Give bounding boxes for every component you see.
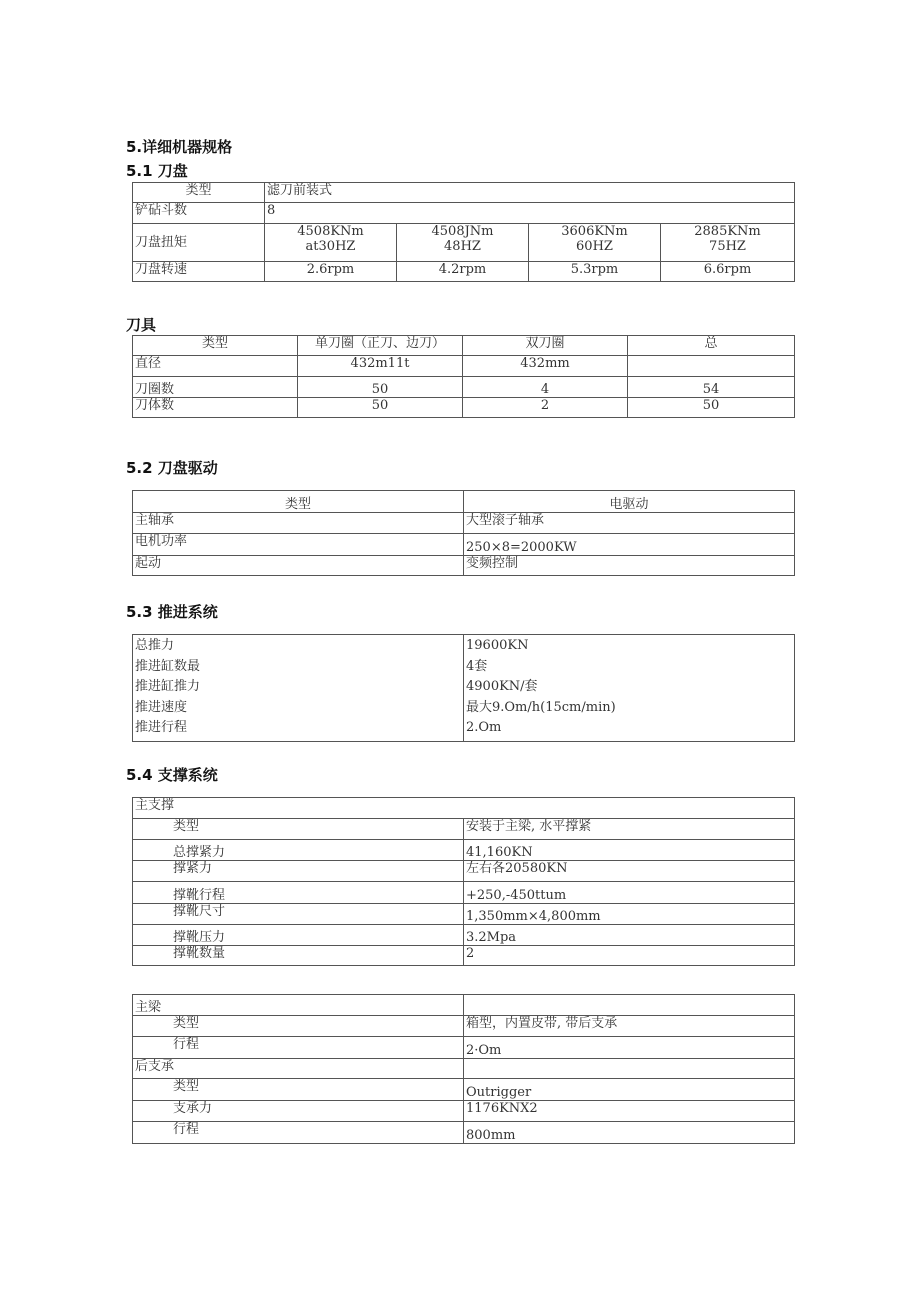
cell-label: 类型	[133, 1079, 464, 1101]
cell-value-list	[464, 635, 795, 742]
thrust-label: 推进速度	[135, 699, 188, 715]
cell-label: 撑靴数量	[133, 946, 464, 966]
cell-value	[628, 356, 795, 377]
table-row	[133, 1101, 795, 1122]
cell-value: 变频控制	[464, 556, 795, 576]
cell-label: 行程	[133, 1122, 464, 1144]
cell-value: 8	[265, 203, 795, 224]
cell-value: 432mm	[463, 356, 628, 377]
tools-table	[132, 335, 795, 418]
header-cell: 总	[628, 336, 795, 356]
table-row	[133, 1122, 795, 1144]
cell-value: 800mm	[464, 1122, 795, 1144]
cell-label: 铲砧斗数	[133, 203, 265, 224]
group-label: 后支承	[133, 1059, 464, 1079]
cutterhead-table	[132, 182, 795, 282]
cell-value: Outrigger	[464, 1079, 795, 1101]
cell-value: 滤刀前装式	[265, 183, 795, 203]
cell-label: 类型	[133, 1016, 464, 1037]
main-beam-table	[132, 994, 795, 1144]
cell-empty	[464, 1059, 795, 1079]
table-row	[133, 798, 795, 819]
cell-label: 直径	[133, 356, 298, 377]
cell-value: 3.2Mpa	[464, 925, 795, 946]
cell-value: 4.2rpm	[397, 262, 529, 282]
thrust-table	[132, 634, 795, 742]
cell-value: 50	[628, 398, 795, 418]
table-row	[133, 882, 795, 904]
cell-value: 4508KNm at30HZ	[265, 224, 397, 262]
drive-table	[132, 490, 795, 576]
table-row	[133, 925, 795, 946]
thrust-label: 推进缸推力	[135, 679, 201, 695]
table-row	[133, 491, 795, 513]
cell-label: 行程	[133, 1037, 464, 1059]
thrust-label: 推进缸数最	[135, 658, 201, 674]
cell-label: 刀盘扭矩	[133, 224, 265, 262]
cell-label: 撑靴尺寸	[133, 904, 464, 925]
group-label: 主支撑	[133, 798, 795, 819]
table-row	[133, 1079, 795, 1101]
cell-value: 2	[463, 398, 628, 418]
cell-value: 箱型，内置皮带, 带后支承	[464, 1016, 795, 1037]
thrust-label: 总推力	[135, 638, 175, 653]
table-row	[133, 556, 795, 576]
table-row	[133, 203, 795, 224]
cell-value: 6.6rpm	[661, 262, 795, 282]
main-support-table	[132, 797, 795, 966]
cell-value: 54	[628, 377, 795, 398]
table-row	[133, 534, 795, 556]
cell-value: 1,350mm×4,800mm	[464, 904, 795, 925]
heading-cutterhead-drive: 5.2 刀盘驱动	[126, 459, 218, 477]
table-row	[133, 1016, 795, 1037]
cell-label: 电机功率	[133, 534, 464, 556]
table-row	[133, 398, 795, 418]
cell-empty	[464, 995, 795, 1016]
table-row	[133, 377, 795, 398]
cell-value: 2885KNm 75HZ	[661, 224, 795, 262]
cell-label: 刀体数	[133, 398, 298, 418]
section-title: 5.详细机器规格	[126, 138, 233, 156]
heading-thrust-system: 5.3 推进系统	[126, 603, 218, 621]
cell-value: 左右各20580KN	[464, 861, 795, 882]
cell-value: 250×8=2000KW	[464, 534, 795, 556]
cell-label: 类型	[133, 183, 265, 203]
thrust-value: 2.Om	[466, 720, 502, 736]
table-row	[133, 635, 795, 742]
header-cell: 单刀圈（正刀、边刀）	[298, 336, 463, 356]
thrust-value: 19600KN	[466, 638, 529, 653]
thrust-value: 最大9.Om/h(15cm/min)	[466, 699, 616, 715]
table-row	[133, 1059, 795, 1079]
header-cell: 类型	[133, 491, 464, 513]
cell-value: 2	[464, 946, 795, 966]
cell-value: 4	[463, 377, 628, 398]
cell-label: 刀圈数	[133, 377, 298, 398]
table-row	[133, 840, 795, 861]
table-row	[133, 513, 795, 534]
header-cell: 类型	[133, 336, 298, 356]
thrust-label: 推进行程	[135, 720, 188, 736]
table-row	[133, 819, 795, 840]
cell-value: 41,160KN	[464, 840, 795, 861]
cell-value: 50	[298, 398, 463, 418]
cell-value: 2.6rpm	[265, 262, 397, 282]
heading-cutterhead: 5.1 刀盘	[126, 162, 188, 180]
cell-label: 类型	[133, 819, 464, 840]
table-row	[133, 995, 795, 1016]
cell-label: 撑靴行程	[133, 882, 464, 904]
cell-label: 支承力	[133, 1101, 464, 1122]
table-row	[133, 1037, 795, 1059]
cell-label: 主轴承	[133, 513, 464, 534]
heading-support-system: 5.4 支撑系统	[126, 766, 218, 784]
table-row	[133, 946, 795, 966]
table-row	[133, 861, 795, 882]
cell-value: 3606KNm 60HZ	[529, 224, 661, 262]
cell-value: 1176KNX2	[464, 1101, 795, 1122]
group-label: 主梁	[133, 995, 464, 1016]
cell-value: 安装于主梁, 水平撑紧	[464, 819, 795, 840]
cell-label: 撑靴压力	[133, 925, 464, 946]
cell-value: 432m11t	[298, 356, 463, 377]
table-row	[133, 904, 795, 925]
table-row	[133, 224, 795, 262]
cell-label-list	[133, 635, 464, 742]
cell-label: 撑紧力	[133, 861, 464, 882]
table-row	[133, 183, 795, 203]
cell-value: 50	[298, 377, 463, 398]
cell-value: 4508JNm 48HZ	[397, 224, 529, 262]
cell-value: 5.3rpm	[529, 262, 661, 282]
table-row	[133, 356, 795, 377]
thrust-value: 4套	[466, 658, 488, 674]
cell-value: +250,-450ttum	[464, 882, 795, 904]
heading-tools: 刀具	[126, 316, 157, 334]
header-cell: 电驱动	[464, 491, 795, 513]
thrust-value: 4900KN/套	[466, 679, 538, 695]
table-row	[133, 336, 795, 356]
cell-label: 总撑紧力	[133, 840, 464, 861]
cell-value: 大型滚子轴承	[464, 513, 795, 534]
cell-label: 刀盘转速	[133, 262, 265, 282]
cell-label: 起动	[133, 556, 464, 576]
cell-value: 2·Om	[464, 1037, 795, 1059]
header-cell: 双刀圈	[463, 336, 628, 356]
table-row	[133, 262, 795, 282]
